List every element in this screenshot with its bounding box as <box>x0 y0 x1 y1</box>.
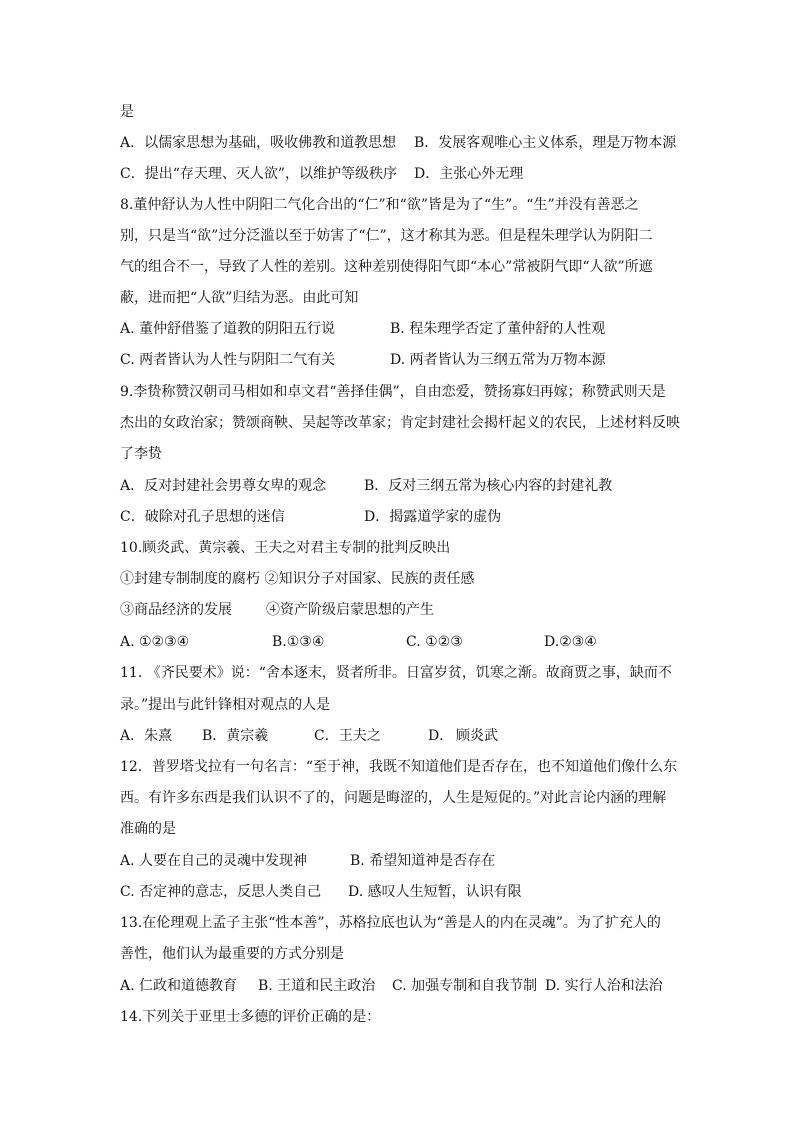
question-9-stem-line-2: 杰出的女政治家；赞颂商鞅、吴起等改革家；肯定封建社会揭杆起义的农民，上述材料反映 <box>120 415 680 431</box>
q10-item-4: ④资产阶级启蒙思想的产生 <box>266 602 434 618</box>
q8-option-c: C. 两者皆认为人性与阴阳二气有关 <box>120 352 336 368</box>
question-13-stem-line-1: 13.在伦理观上孟子主张“性本善”，苏格拉底也认为“善是人的内在灵魂”。为了扩充人的 <box>120 915 661 931</box>
q9-option-b: B．反对三纲五常为核心内容的封建礼教 <box>364 478 613 494</box>
question-11-stem-line-1: 11. 《齐民要术》说：“舍本逐末，贤者所非。日富岁贫，饥寒之渐。故商贾之事，缺而不 <box>120 665 672 681</box>
q10-option-a: A. ①②③④ <box>120 634 190 650</box>
question-9-stem-line-1: 9.李贽称赞汉朝司马相如和卓文君“善择佳偶”，自由恋爱，赞扬寡妇再嫁；称赞武则天是 <box>120 384 666 400</box>
q7-option-c: C．提出“存天理、灭人欲”，以维护等级秩序 <box>120 166 398 182</box>
question-12-stem-line-1: 12．普罗塔戈拉有一句名言：“至于神，我既不知道他们是否存在，也不知道他们像什么东 <box>120 759 677 775</box>
q13-option-b: B. 王道和民主政治 <box>258 978 376 994</box>
q13-option-d: D. 实行人治和法治 <box>545 978 663 994</box>
q9-option-c: C．破除对孔子思想的迷信 <box>120 509 285 525</box>
q7-option-b: B．发展客观唯心主义体系，理是万物本源 <box>414 135 677 151</box>
q11-option-a: A．朱熹 <box>120 728 173 744</box>
question-12-stem-line-2: 西。有许多东西是我们认识不了的，问题是晦涩的，人生是短促的。”对此言论内涵的理解 <box>120 790 667 806</box>
question-10-stem: 10.顾炎武、黄宗羲、王夫之对君主专制的批判反映出 <box>120 540 451 556</box>
question-10-items-row-1: ①封建专制制度的腐朽 ②知识分子对国家、民族的责任感 <box>120 571 475 587</box>
q10-item-3: ③商品经济的发展 <box>120 602 232 618</box>
question-13-stem-line-2: 善性，他们认为最重要的方式分别是 <box>120 946 344 962</box>
question-7-stem-end: 是 <box>120 104 134 120</box>
question-8-stem-line-2: 别，只是当“欲”过分泛滥以至于妨害了“仁”，这才称其为恶。但是程朱理学认为阴阳二 <box>120 228 653 244</box>
q11-option-c: C．王夫之 <box>314 728 381 744</box>
q12-option-b: B. 希望知道神是否存在 <box>350 853 496 869</box>
q10-option-d: D.②③④ <box>544 634 597 650</box>
question-8-stem-line-1: 8.董仲舒认为人性中阴阳二气化合出的“仁”和“欲”皆是为了“生”。“生”并没有善恶之 <box>120 197 639 213</box>
q11-option-b: B．黄宗羲 <box>202 728 269 744</box>
q13-option-a: A. 仁政和道德教育 <box>120 978 238 994</box>
question-12-stem-line-3: 准确的是 <box>120 821 176 837</box>
q10-option-c: C. ①②③ <box>406 634 463 650</box>
question-8-stem-line-3: 气的组合不一，导致了人性的差别。这种差别使得阳气即“本心”常被阴气即“人欲”所遮 <box>120 259 653 275</box>
question-11-stem-line-2: 录。”提出与此针锋相对观点的人是 <box>120 697 331 713</box>
q9-option-d: D．揭露道学家的虚伪 <box>364 509 502 525</box>
q12-option-d: D. 感叹人生短暂，认识有限 <box>348 884 522 900</box>
question-14-stem: 14.下列关于亚里士多德的评价正确的是： <box>120 1009 381 1025</box>
question-9-stem-line-3: 了李贽 <box>120 446 162 462</box>
q7-option-d: D．主张心外无理 <box>414 166 524 182</box>
q8-option-b: B. 程朱理学否定了董仲舒的人性观 <box>390 321 606 337</box>
question-8-stem-line-4: 蔽，进而把“人欲”归结为恶。由此可知 <box>120 290 359 306</box>
q7-option-a: A．以儒家思想为基础，吸收佛教和道教思想 <box>120 135 397 151</box>
q11-option-d-text: 顾炎武 <box>456 728 498 744</box>
q8-option-a: A. 董仲舒借鉴了道教的阴阳五行说 <box>120 321 336 337</box>
q13-option-c: C. 加强专制和自我节制 <box>392 978 538 994</box>
q12-option-c: C. 否定神的意志，反思人类自己 <box>120 884 322 900</box>
q8-option-d: D. 两者皆认为三纲五常为万物本源 <box>390 352 606 368</box>
q9-option-a: A．反对封建社会男尊女卑的观念 <box>120 478 327 494</box>
q10-option-b: B.①③④ <box>272 634 325 650</box>
q11-option-d-label: D． <box>428 728 454 744</box>
q12-option-a: A. 人要在自己的灵魂中发现神 <box>120 853 308 869</box>
